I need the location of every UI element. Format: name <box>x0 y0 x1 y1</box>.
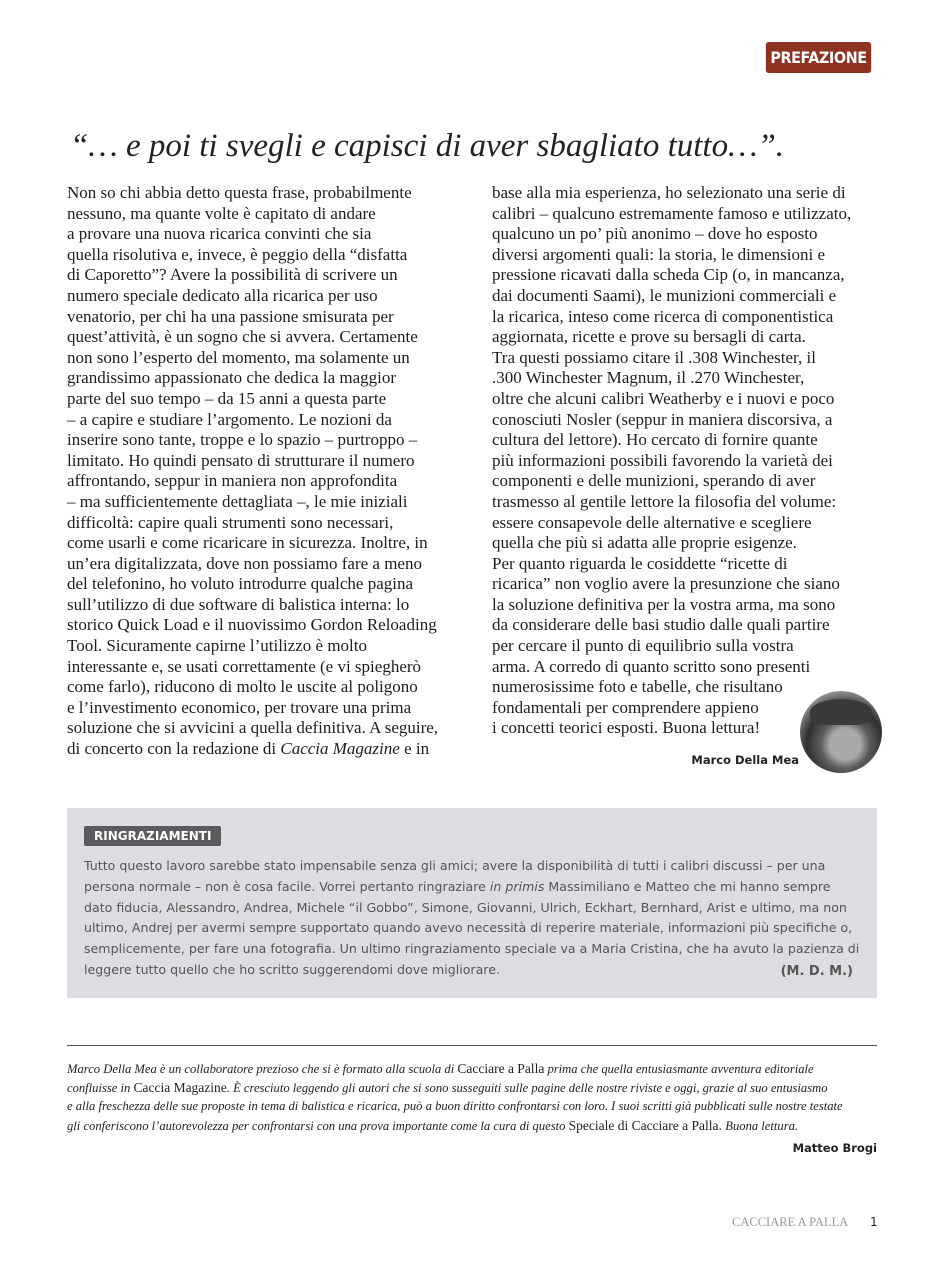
text-line <box>84 960 859 981</box>
text-segment: e l’investimento economico, per trovare una prima <box>67 697 412 717</box>
text-line <box>67 389 438 410</box>
text-line <box>67 657 438 678</box>
text-line <box>492 636 851 657</box>
text-line <box>67 492 438 513</box>
text-segment: nessuno, ma quante volte è capitato di andare <box>67 203 376 223</box>
page-number: 1 <box>870 1215 878 1229</box>
text-line <box>67 1078 843 1097</box>
text-line <box>67 554 438 575</box>
text-segment: limitato. Ho quindi pensato di strutturare il numero <box>67 450 415 470</box>
text-line <box>84 856 859 877</box>
text-segment: persona normale – non è cosa facile. Vorrei pertanto ringraziare <box>84 878 490 894</box>
text-segment: la soluzione definitiva per la vostra arma, ma sono <box>492 594 836 614</box>
text-segment: grandissimo appassionato che dedica la maggior <box>67 368 397 388</box>
text-segment: dato fiducia, Alessandro, Andrea, Michele “il Gobbo”, Simone, Giovanni, Ulrich, Eckhart, Bernhard, Arist e ultimo, ma non <box>84 899 847 915</box>
text-segment: fondamentali per comprendere appieno <box>492 697 759 717</box>
text-line <box>67 636 438 657</box>
text-segment: aggiornata, ricette e prove su bersagli di carta. <box>492 327 806 347</box>
text-line <box>67 286 438 307</box>
text-line <box>492 657 851 678</box>
acknowledgements-box <box>67 808 877 998</box>
text-line <box>492 265 851 286</box>
text-segment: . È cresciuto leggendo gli autori che si sono susseguiti sulle pagine delle nostre riviste e oggi, grazie al suo entusiasmo <box>226 1081 828 1095</box>
text-segment: numerosissime foto e tabelle, che risultano <box>492 677 783 697</box>
text-segment: Tool. Sicuramente capirne l’utilizzo è molto <box>67 636 367 656</box>
text-segment: parte del suo tempo – da 15 anni a questa parte <box>67 388 387 408</box>
text-line <box>492 677 851 698</box>
text-segment: ultimo, Andrej per avermi sempre supportato quando avevo necessità di reperire materiale, informazioni più specifiche o, <box>84 920 853 936</box>
text-segment: conosciuti Nosler (seppur in maniera discorsiva, a <box>492 409 833 429</box>
text-line <box>492 389 851 410</box>
right-column <box>492 183 851 739</box>
text-line <box>67 245 438 266</box>
text-line <box>67 410 438 431</box>
text-line <box>67 1116 843 1135</box>
text-line <box>492 718 851 739</box>
text-line <box>492 698 851 719</box>
acknowledgements-signature: (M. D. M.) <box>780 964 853 979</box>
text-line <box>492 513 851 534</box>
text-segment: calibri – qualcuno estremamente famoso e utilizzato, <box>492 203 852 223</box>
text-line <box>492 368 851 389</box>
text-segment: cultura del lettore). Ho cercato di fornire quante <box>492 430 818 450</box>
text-line <box>67 513 438 534</box>
text-segment: quest’attività, è un sogno che si avvera. Certamente <box>67 327 418 347</box>
text-line <box>492 595 851 616</box>
text-line <box>492 410 851 431</box>
text-line <box>67 183 438 204</box>
text-line <box>492 554 851 575</box>
text-line <box>67 615 438 636</box>
text-line <box>492 533 851 554</box>
text-segment: dai documenti Saami), le munizioni commerciali e <box>492 285 837 305</box>
editor-note <box>67 1059 843 1135</box>
text-line <box>67 224 438 245</box>
text-segment: Caccia Magazine <box>133 1080 227 1095</box>
text-segment: base alla mia esperienza, ho selezionato una serie di <box>492 183 846 202</box>
text-segment: Caccia Magazine <box>280 739 400 759</box>
text-segment: i concetti teorici esposti. Buona lettura! <box>492 718 761 738</box>
text-segment: trasmesso al gentile lettore la filosofia del volume: <box>492 491 837 511</box>
text-segment: di Caporetto”? Avere la possibilità di scrivere un <box>67 265 398 285</box>
text-line <box>492 204 851 225</box>
text-line <box>67 595 438 616</box>
editor-signature: Matteo Brogi <box>792 1141 877 1155</box>
left-column <box>67 183 438 760</box>
text-segment: del telefonino, ho voluto introdurre qualche pagina <box>67 574 414 594</box>
text-segment: la ricarica, inteso come ricerca di componentistica <box>492 306 834 326</box>
text-segment: componenti e delle munizioni, sperando di aver <box>492 471 816 491</box>
text-segment: .300 Winchester Magnum, il .270 Winchester, <box>492 368 805 388</box>
text-segment: Per quanto riguarda le cosiddette “ricette di <box>492 553 788 573</box>
text-segment: Marco Della Mea è un collaboratore prezioso che si è formato alla scuola di <box>67 1062 458 1076</box>
text-line <box>492 471 851 492</box>
text-line <box>492 307 851 328</box>
running-title: CACCIARE A PALLA <box>732 1215 849 1229</box>
text-segment: e alla freschezza delle sue proposte in tema di balistica e ricarica, può a buon diritto confrontarsi con loro. I suoi scritti già pubblicati sulle nostre testate <box>67 1099 843 1113</box>
author-photo <box>800 691 882 773</box>
text-segment: per cercare il punto di equilibrio sulla vostra <box>492 636 794 656</box>
text-line <box>67 574 438 595</box>
text-line <box>492 286 851 307</box>
text-line <box>67 677 438 698</box>
text-segment: quella risolutiva e, invece, è peggio della “disfatta <box>67 244 408 264</box>
text-segment: diversi argomenti quali: la storia, le dimensioni e <box>492 244 826 264</box>
text-line <box>84 898 859 919</box>
text-segment: da considerare delle basi studio dalle quali partire <box>492 615 830 635</box>
text-line <box>492 615 851 636</box>
text-line <box>67 471 438 492</box>
text-line <box>67 1059 843 1078</box>
section-tag: PREFAZIONE <box>766 42 871 73</box>
text-segment: arma. A corredo di quanto scritto sono presenti <box>492 656 811 676</box>
text-segment: oltre che alcuni calibri Weatherby e i nuovi e poco <box>492 388 835 408</box>
text-line <box>67 451 438 472</box>
text-segment: Tutto questo lavoro sarebbe stato impensabile senza gli amici; avere la disponibilità di tutti i calibri discussi – per una <box>84 858 826 873</box>
text-segment: e in <box>399 739 430 759</box>
text-segment: – ma sufficientemente dettagliata –, le mie iniziali <box>67 491 408 511</box>
page-title: “… e poi ti svegli e capisci di aver sbagliato tutto…”. <box>70 128 785 164</box>
text-segment: come usarli e come ricaricare in sicurezza. Inoltre, in <box>67 533 428 553</box>
text-line <box>84 877 859 898</box>
text-line <box>67 348 438 369</box>
text-segment: Tra questi possiamo citare il .308 Winchester, il <box>492 347 816 367</box>
text-segment: storico Quick Load e il nuovissimo Gordon Reloading <box>67 615 437 635</box>
text-line <box>492 574 851 595</box>
text-segment: numero speciale dedicato alla ricarica per uso <box>67 285 378 305</box>
text-line <box>492 327 851 348</box>
text-line <box>492 183 851 204</box>
text-segment: – a capire e studiare l’argomento. Le nozioni da <box>67 409 392 429</box>
text-line <box>67 739 438 760</box>
text-line <box>84 918 859 939</box>
text-segment: sull’utilizzo di due software di balistica interna: lo <box>67 594 410 614</box>
text-segment: più informazioni possibili favorendo la varietà dei <box>492 450 833 470</box>
text-segment: ricarica” non voglio avere la presunzione che siano <box>492 574 840 594</box>
text-line <box>492 451 851 472</box>
text-segment: . <box>718 1118 726 1133</box>
text-line <box>492 492 851 513</box>
text-segment: semplicemente, per fare una fotografia. Un ultimo ringraziamento speciale va a Maria Cristina, che ha avuto la pazienza di <box>84 941 860 957</box>
text-segment: in primis <box>489 878 545 894</box>
text-line <box>492 224 851 245</box>
text-segment: pressione ricavati dalla scheda Cip (o, in mancanza, <box>492 265 845 285</box>
text-segment: un’era digitalizzata, dove non possiamo fare a meno <box>67 553 422 573</box>
text-segment: di concerto con la redazione di <box>67 739 281 759</box>
text-line <box>67 430 438 451</box>
text-line <box>67 718 438 739</box>
text-segment: soluzione che si avvicini a quella definitiva. A seguire, <box>67 718 439 738</box>
text-segment: interessante e, se usati correttamente (e vi spiegherò <box>67 656 422 676</box>
text-line <box>492 245 851 266</box>
text-line <box>492 348 851 369</box>
text-segment: leggere tutto quello che ho scritto suggerendomi dove migliorare. <box>84 961 500 977</box>
text-segment: confluisse in <box>67 1081 134 1095</box>
text-segment: difficoltà: capire quali strumenti sono necessari, <box>67 512 394 532</box>
text-segment: Cacciare a Palla <box>457 1061 545 1076</box>
text-line <box>492 430 851 451</box>
text-segment: quella che più si adatta alle proprie esigenze. <box>492 533 797 553</box>
text-line <box>67 307 438 328</box>
text-line <box>67 265 438 286</box>
hat-shape <box>810 699 872 725</box>
text-segment: non sono l’esperto del momento, ma solamente un <box>67 347 410 367</box>
text-line <box>67 698 438 719</box>
text-segment: qualcuno un po’ più anonimo – dove ho esposto <box>492 224 818 244</box>
text-segment: Non so chi abbia detto questa frase, probabilmente <box>67 183 412 202</box>
text-segment: Buona lettura. <box>725 1119 799 1133</box>
text-segment: Speciale di Cacciare a Palla <box>568 1118 719 1133</box>
acknowledgements-label: RINGRAZIAMENTI <box>84 826 221 846</box>
text-segment: gli conferiscono l’autorevolezza per confrontarsi con una prova importante come la cura di questo <box>67 1119 569 1133</box>
text-line <box>67 533 438 554</box>
text-segment: affrontando, seppur in maniera non approfondita <box>67 471 398 491</box>
text-segment: Massimiliano e Matteo che mi hanno sempre <box>544 878 831 894</box>
text-line <box>67 368 438 389</box>
text-line <box>67 204 438 225</box>
text-segment: come farlo), riducono di molto le uscite al poligono <box>67 677 418 697</box>
divider <box>67 1045 877 1046</box>
acknowledgements-text <box>84 856 859 981</box>
text-line <box>67 327 438 348</box>
author-signature: Marco Della Mea <box>691 753 799 767</box>
text-segment: venatorio, per chi ha una passione smisurata per <box>67 306 394 326</box>
text-segment: prima che quella entusiasmante avventura editoriale <box>544 1062 814 1076</box>
text-segment: inserire sono tante, troppe e lo spazio – purtroppo – <box>67 430 418 450</box>
text-line <box>67 1097 843 1116</box>
text-segment: essere consapevole delle alternative e scegliere <box>492 512 812 532</box>
text-line <box>84 939 859 960</box>
text-segment: a provare una nuova ricarica convinti che sia <box>67 224 372 244</box>
